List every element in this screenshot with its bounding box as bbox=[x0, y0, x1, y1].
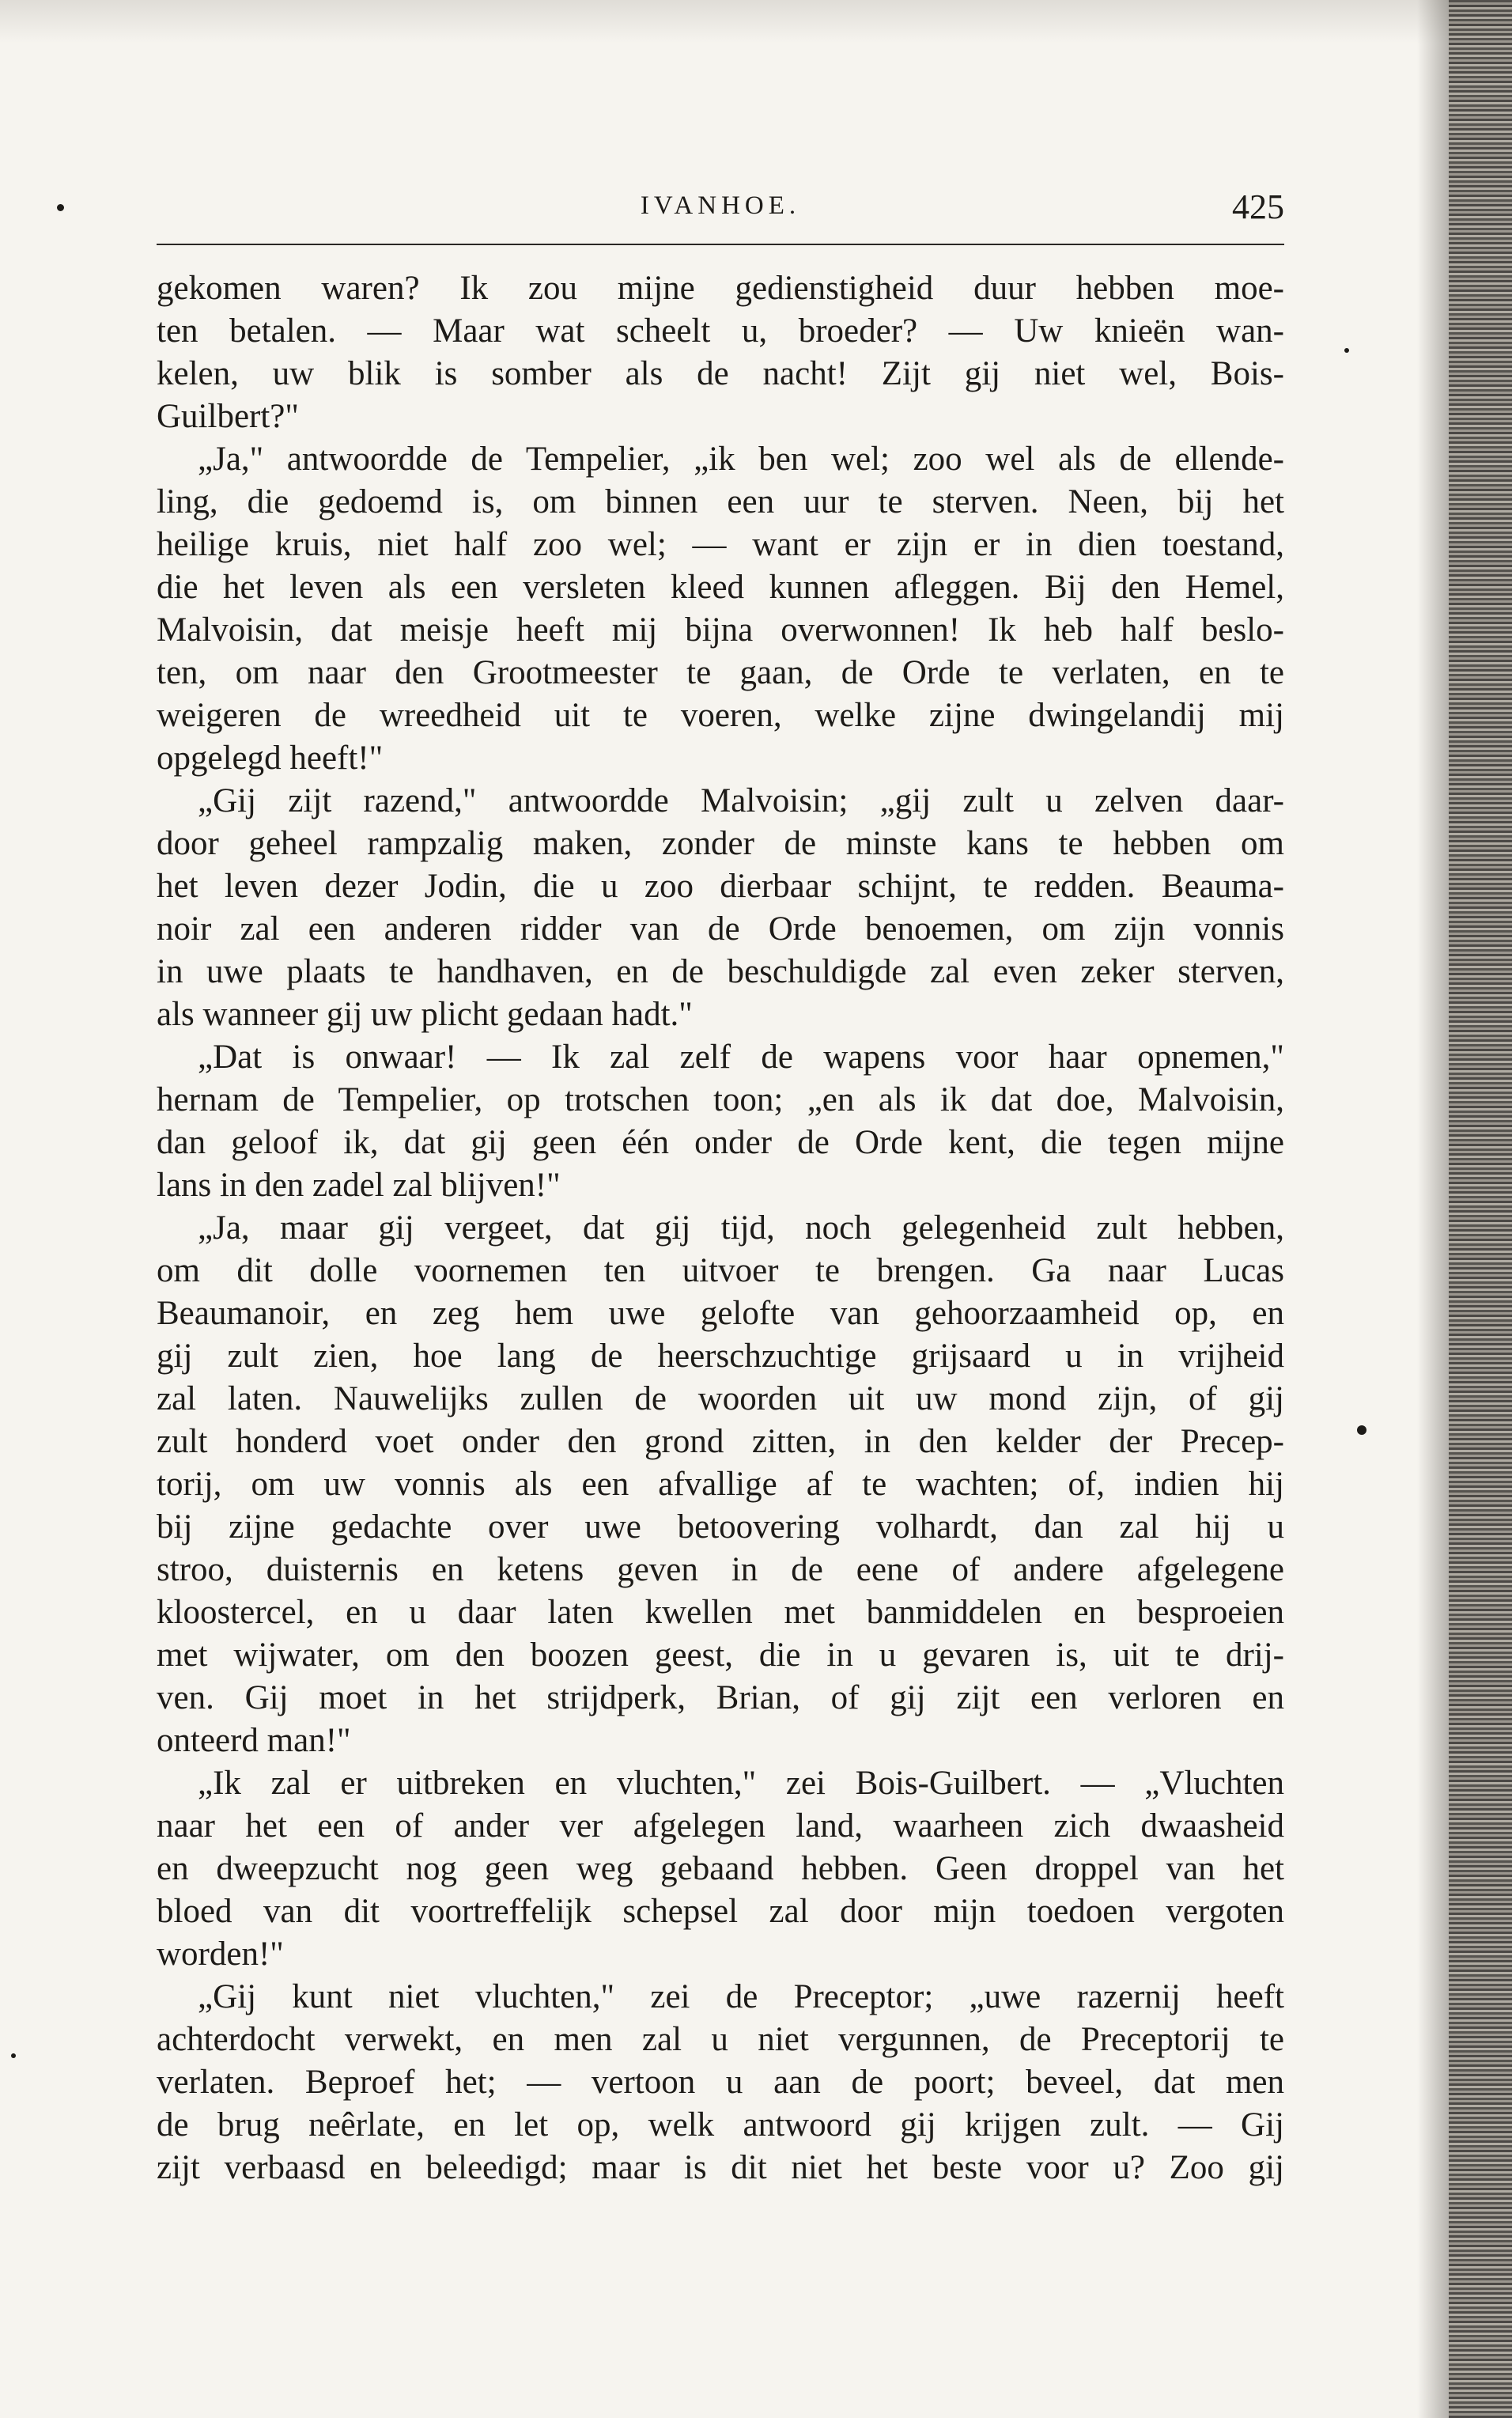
text-line: als wanneer gij uw plicht gedaan hadt." bbox=[157, 996, 693, 1033]
text-line: zult honderd voet onder den grond zitten, in den kelder der Precep- bbox=[157, 1423, 1284, 1460]
page-top-smudge bbox=[0, 0, 1512, 44]
text-line: worden!" bbox=[157, 1936, 284, 1973]
body-text bbox=[157, 267, 1284, 2189]
text-line: weigeren de wreedheid uit te voeren, welke zijne dwingelandij mij bbox=[157, 697, 1284, 734]
text-line: ten betalen. — Maar wat scheelt u, broeder? — Uw knieën wan- bbox=[157, 312, 1284, 350]
text-line: „Ik zal er uitbreken en vluchten," zei Bois-Guilbert. — „Vluchten bbox=[198, 1765, 1284, 1802]
page-header bbox=[157, 187, 1284, 234]
text-line: het leven dezer Jodin, die u zoo dierbaar schijnt, te redden. Beauma- bbox=[157, 868, 1284, 905]
text-line: gekomen waren? Ik zou mijne gedienstigheid duur hebben moe- bbox=[157, 270, 1284, 307]
text-line: om dit dolle voornemen ten uitvoer te brengen. Ga naar Lucas bbox=[157, 1252, 1284, 1289]
text-line: kelen, uw blik is somber als de nacht! Zijt gij niet wel, Bois- bbox=[157, 355, 1284, 392]
text-line: „Gij kunt niet vluchten," zei de Preceptor; „uwe razernij heeft bbox=[198, 1978, 1284, 2015]
text-line: Malvoisin, dat meisje heeft mij bijna overwonnen! Ik heb half beslo- bbox=[157, 611, 1284, 649]
margin-mark bbox=[57, 204, 64, 211]
text-line: bloed van dit voortreffelijk schepsel zal door mijn toedoen vergoten bbox=[157, 1893, 1284, 1930]
text-line: noir zal een anderen ridder van de Orde benoemen, om zijn vonnis bbox=[157, 910, 1284, 948]
page-edge-shadow bbox=[1417, 0, 1449, 2418]
text-line: gij zult zien, hoe lang de heerschzuchtige grijsaard u in vrijheid bbox=[157, 1338, 1284, 1375]
header-rule bbox=[157, 244, 1284, 245]
text-line: in uwe plaats te handhaven, en de beschuldigde zal even zeker sterven, bbox=[157, 953, 1284, 990]
text-line: bij zijne gedachte over uwe betoovering volhardt, dan zal hij u bbox=[157, 1508, 1284, 1546]
text-line: Beaumanoir, en zeg hem uwe gelofte van gehoorzaamheid op, en bbox=[157, 1295, 1284, 1332]
text-line: „Ja," antwoordde de Tempelier, „ik ben wel; zoo wel als de ellende- bbox=[198, 441, 1284, 478]
text-line: en dweepzucht nog geen weg gebaand hebben. Geen droppel van het bbox=[157, 1850, 1284, 1887]
text-line: die het leven als een versleten kleed kunnen afleggen. Bij den Hemel, bbox=[157, 569, 1284, 606]
text-line: zal laten. Nauwelijks zullen de woorden uit uw mond zijn, of gij bbox=[157, 1380, 1284, 1417]
text-line: „Dat is onwaar! — Ik zal zelf de wapens voor haar opnemen," bbox=[198, 1039, 1284, 1076]
text-line: ling, die gedoemd is, om binnen een uur te sterven. Neen, bij het bbox=[157, 483, 1284, 520]
text-line: heilige kruis, niet half zoo wel; — want er zijn er in dien toestand, bbox=[157, 526, 1284, 563]
text-line: achterdocht verwekt, en men zal u niet vergunnen, de Preceptorij te bbox=[157, 2021, 1284, 2058]
text-line: stroo, duisternis en ketens geven in de eene of andere afgelegene bbox=[157, 1551, 1284, 1588]
page-number: 425 bbox=[1232, 187, 1284, 226]
text-line: zijt verbaasd en beleedigd; maar is dit niet het beste voor u? Zoo gij bbox=[157, 2149, 1284, 2186]
running-head: IVANHOE. bbox=[640, 191, 801, 220]
text-line: „Gij zijt razend," antwoordde Malvoisin; „gij zult u zelven daar- bbox=[198, 782, 1284, 819]
text-line: ven. Gij moet in het strijdperk, Brian, of gij zijt een verloren en bbox=[157, 1679, 1284, 1716]
text-line: door geheel rampzalig maken, zonder de minste kans te hebben om bbox=[157, 825, 1284, 862]
text-line: naar het een of ander ver afgelegen land, waarheen zich dwaasheid bbox=[157, 1807, 1284, 1845]
margin-mark bbox=[1344, 348, 1349, 353]
text-line: kloostercel, en u daar laten kwellen met banmiddelen en besproeien bbox=[157, 1594, 1284, 1631]
text-line: „Ja, maar gij vergeet, dat gij tijd, noch gelegenheid zult hebben, bbox=[198, 1209, 1284, 1247]
text-line: verlaten. Beproef het; — vertoon u aan de poort; beveel, dat men bbox=[157, 2064, 1284, 2101]
text-line: Guilbert?" bbox=[157, 398, 299, 435]
text-line: met wijwater, om den boozen geest, die in u gevaren is, uit te drij- bbox=[157, 1637, 1284, 1674]
text-line: opgelegd heeft!" bbox=[157, 740, 384, 777]
text-line: de brug neêrlate, en let op, welk antwoord gij krijgen zult. — Gij bbox=[157, 2106, 1284, 2144]
text-line: lans in den zadel zal blijven!" bbox=[157, 1167, 561, 1204]
margin-mark bbox=[1357, 1425, 1366, 1435]
text-line: ten, om naar den Grootmeester te gaan, de Orde te verlaten, en te bbox=[157, 654, 1284, 691]
text-line: dan geloof ik, dat gij geen één onder de Orde kent, die tegen mijne bbox=[157, 1124, 1284, 1161]
text-line: hernam de Tempelier, op trotschen toon; „en als ik dat doe, Malvoisin, bbox=[157, 1081, 1284, 1118]
margin-mark bbox=[11, 2053, 16, 2058]
text-line: torij, om uw vonnis als een afvallige af te wachten; of, indien hij bbox=[157, 1466, 1284, 1503]
page-binding-edge bbox=[1449, 0, 1512, 2418]
text-line: onteerd man!" bbox=[157, 1722, 351, 1759]
